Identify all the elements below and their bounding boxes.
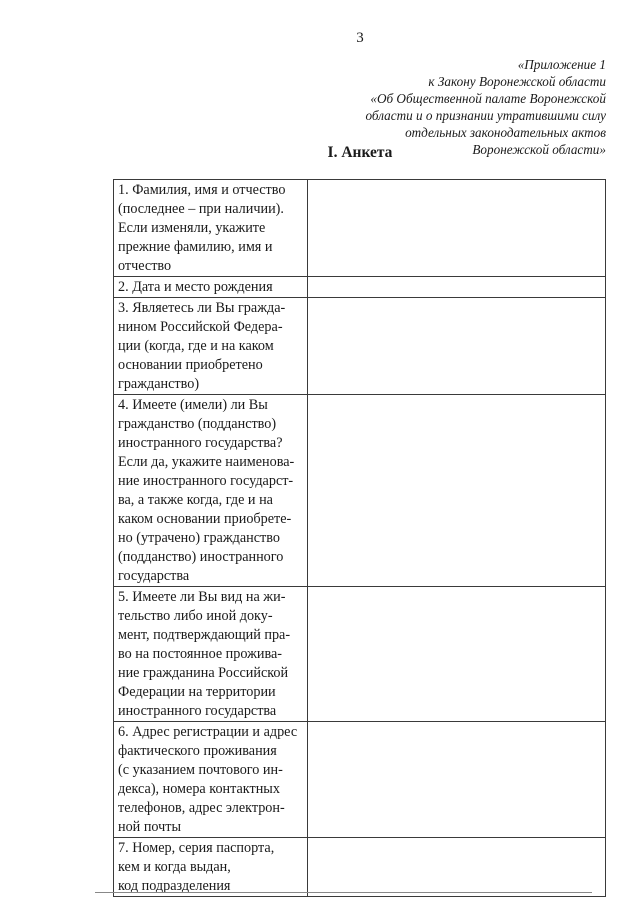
appendix-line: «Об Общественной палате Воронежской bbox=[370, 91, 606, 106]
footer-divider bbox=[95, 892, 592, 893]
question-cell bbox=[114, 395, 308, 587]
appendix-reference bbox=[306, 56, 606, 158]
question-line: каком основании приобрете- bbox=[118, 511, 292, 527]
question-line: прежние фамилию, имя и bbox=[118, 239, 273, 255]
table-row bbox=[114, 722, 606, 838]
question-cell bbox=[114, 277, 308, 298]
question-line: (с указанием почтового ин- bbox=[118, 762, 283, 778]
question-line: отчество bbox=[118, 258, 172, 274]
questionnaire-table bbox=[113, 179, 606, 897]
question-line: основании приобретено bbox=[118, 357, 263, 373]
appendix-line: к Закону Воронежской области bbox=[428, 74, 606, 89]
answer-cell[interactable] bbox=[308, 277, 606, 298]
question-line: 4. Имеете (имели) ли Вы bbox=[118, 397, 268, 413]
form-title: I. Анкета bbox=[327, 144, 393, 161]
appendix-line: отдельных законодательных актов bbox=[405, 125, 606, 140]
question-cell bbox=[114, 722, 308, 838]
answer-cell[interactable] bbox=[308, 298, 606, 395]
question-line: 3. Являетесь ли Вы гражда- bbox=[118, 300, 286, 316]
answer-cell[interactable] bbox=[308, 395, 606, 587]
table-row bbox=[114, 395, 606, 587]
appendix-line: «Приложение 1 bbox=[517, 57, 606, 72]
appendix-line: Воронежской области» bbox=[472, 142, 606, 157]
question-line: нином Российской Федера- bbox=[118, 319, 283, 335]
question-line: 6. Адрес регистрации и адрес bbox=[118, 724, 298, 740]
question-line: государства bbox=[118, 568, 190, 584]
question-line: но (утрачено) гражданство bbox=[118, 530, 280, 546]
question-line: кем и когда выдан, bbox=[118, 859, 231, 875]
question-line: Федерации на территории bbox=[118, 684, 276, 700]
answer-cell[interactable] bbox=[308, 722, 606, 838]
question-line: иностранного государства? bbox=[118, 435, 283, 451]
question-line: фактического проживания bbox=[118, 743, 277, 759]
appendix-line: области и о признании утратившими силу bbox=[365, 108, 606, 123]
answer-cell[interactable] bbox=[308, 838, 606, 897]
question-line: Если изменяли, укажите bbox=[118, 220, 266, 236]
question-line: тельство либо иной доку- bbox=[118, 608, 273, 624]
question-cell bbox=[114, 587, 308, 722]
question-line: ции (когда, где и на каком bbox=[118, 338, 274, 354]
question-line: ние гражданина Российской bbox=[118, 665, 289, 681]
answer-cell[interactable] bbox=[308, 180, 606, 277]
question-line: иностранного государства bbox=[118, 703, 277, 719]
question-line: гражданство (подданство) bbox=[118, 416, 277, 432]
table-row bbox=[114, 277, 606, 298]
question-line: код подразделения bbox=[118, 878, 231, 894]
table-row bbox=[114, 587, 606, 722]
question-line: (последнее – при наличии). bbox=[118, 201, 284, 217]
question-cell bbox=[114, 298, 308, 395]
question-line: мент, подтверждающий пра- bbox=[118, 627, 291, 643]
table-row bbox=[114, 298, 606, 395]
table-row bbox=[114, 180, 606, 277]
page-number: 3 bbox=[356, 30, 364, 46]
question-line: 5. Имеете ли Вы вид на жи- bbox=[118, 589, 286, 605]
question-cell bbox=[114, 838, 308, 897]
question-line: ной почты bbox=[118, 819, 182, 835]
table-row bbox=[114, 838, 606, 897]
question-line: ва, а также когда, где и на bbox=[118, 492, 273, 508]
question-cell bbox=[114, 180, 308, 277]
question-line: (подданство) иностранного bbox=[118, 549, 284, 565]
question-line: гражданство) bbox=[118, 376, 200, 392]
question-line: 1. Фамилия, имя и отчество bbox=[118, 182, 286, 198]
question-line: ние иностранного государст- bbox=[118, 473, 294, 489]
question-line: 7. Номер, серия паспорта, bbox=[118, 840, 275, 856]
question-line: Если да, укажите наименова- bbox=[118, 454, 295, 470]
answer-cell[interactable] bbox=[308, 587, 606, 722]
question-line: 2. Дата и место рождения bbox=[118, 279, 273, 295]
question-line: телефонов, адрес электрон- bbox=[118, 800, 285, 816]
question-line: декса), номера контактных bbox=[118, 781, 280, 797]
question-line: во на постоянное прожива- bbox=[118, 646, 283, 662]
